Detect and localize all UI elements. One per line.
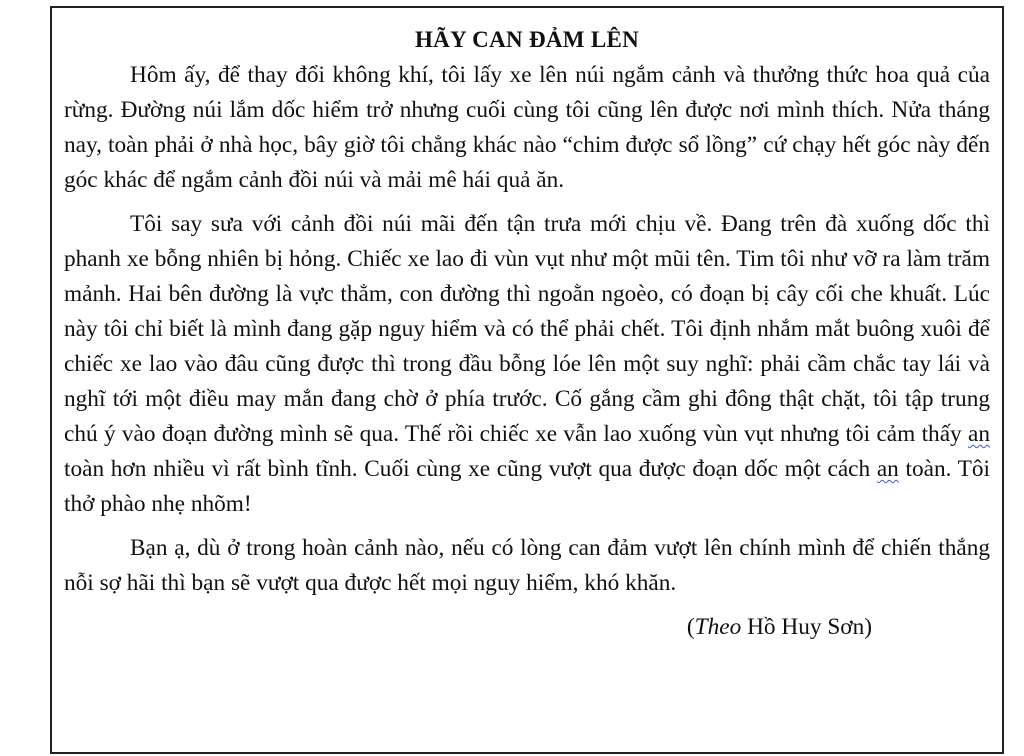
- paragraph-2-text-middle: toàn hơn nhiều vì rất bình tĩnh. Cuối cùng xe cũng vượt qua được đoạn dốc một cách: [64, 456, 877, 482]
- source-author: Hồ Huy Sơn): [741, 614, 872, 640]
- source-open-paren: (: [686, 614, 695, 640]
- spellcheck-flagged-word[interactable]: an: [968, 421, 990, 447]
- paragraph-2-text-after: toàn. Tôi thở phào nhẹ nhõm!: [64, 456, 991, 517]
- spellcheck-flagged-word[interactable]: an: [876, 456, 899, 482]
- document-title: HÃY CAN ĐẢM LÊN: [414, 27, 640, 52]
- document-frame: [50, 6, 1004, 754]
- paragraph-3: Bạn ạ, dù ở trong hoàn cảnh nào, nếu có lòng can đảm vượt lên chính mình để chiến thắng nỗi sợ hãi thì bạn sẽ vượt qua được hết mọi nguy hiểm, khó khăn.: [64, 535, 990, 596]
- paragraph-2-text-before: Tôi say sưa với cảnh đồi núi mãi đến tận trưa mới chịu về. Đang trên đà xuống dốc thì phanh xe bỗng nhiên bị hỏng. Chiếc xe lao đi vùn vụt như một mũi tên. Tim tôi như vỡ ra làm trăm mảnh. Hai bên đường là vực thẳm, con đường thì ngoằn ngoèo, có đoạn bị cây cối che khuất. Lúc này tôi chỉ biết là mình đang gặp nguy hiểm và có thể phải chết. Tôi định nhắm mắt buông xuôi để chiếc xe lao vào đâu cũng được thì trong đầu bỗng lóe lên một suy nghĩ: phải cầm chắc tay lái và nghĩ tới một điều may mắn đang chờ ở phía trước. Cố gắng cầm ghi đông thật chặt, tôi tập trung chú ý vào đoạn đường mình sẽ qua. Thế rồi chiếc xe vẫn lao xuống vùn vụt nhưng tôi cảm thấy: [64, 211, 990, 447]
- document-content: [64, 18, 990, 645]
- paragraph-2: [64, 207, 990, 522]
- paragraph-1: Hôm ấy, để thay đổi không khí, tôi lấy xe lên núi ngắm cảnh và thưởng thức hoa quả của rừng. Đường núi lắm dốc hiểm trở nhưng cuối cùng tôi cũng lên được nơi mình thích. Nửa tháng nay, toàn phải ở nhà học, bây giờ tôi chẳng khác nào “chim được sổ lồng” cứ chạy hết góc này đến góc khác để ngắm cảnh đồi núi và mải mê hái quả ăn.: [64, 62, 990, 193]
- source-attribution: [64, 610, 990, 645]
- source-italic-theo: Theo: [694, 614, 742, 640]
